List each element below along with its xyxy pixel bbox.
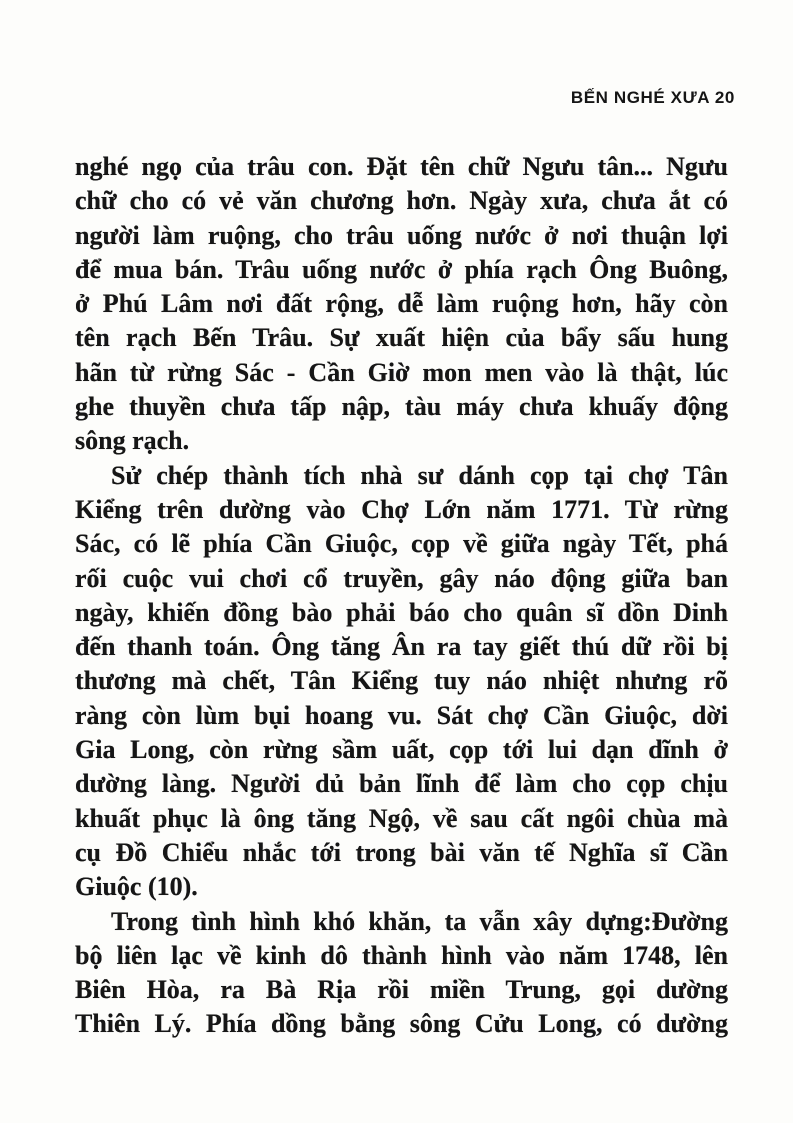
text-line: cụ Đồ Chiểu nhắc tới trong bài văn tế Nghĩa sĩ Cần (75, 837, 728, 867)
text-line: Kiểng trên dường vào Chợ Lớn năm 1771. Từ rừng (75, 494, 728, 524)
text-line: tên rạch Bến Trâu. Sự xuất hiện của bẩy sấu hung (75, 323, 728, 353)
paragraph (75, 905, 728, 1042)
text-line: người làm ruộng, cho trâu uống nước ở nơi thuận lợi (75, 220, 728, 250)
text-line: ở Phú Lâm nơi đất rộng, dễ làm ruộng hơn, hãy còn (75, 289, 728, 319)
text-line: rối cuộc vui chơi cổ truyền, gây náo động giữa ban (75, 563, 728, 593)
text-line: hãn từ rừng Sác - Cần Giờ mon men vào là thật, lúc (75, 357, 728, 387)
paragraph (75, 459, 728, 905)
text-line: Thiên Lý. Phía dồng bằng sông Cửu Long, có dường (75, 1009, 728, 1039)
text-line: Sác, có lẽ phía Cần Giuộc, cọp về giữa ngày Tết, phá (75, 529, 728, 559)
text-line: ghe thuyền chưa tấp nập, tàu máy chưa khuấy động (75, 392, 728, 422)
text-line: Trong tình hình khó khăn, ta vẫn xây dựng:Đường (111, 906, 728, 936)
text-column (75, 150, 728, 1042)
text-line: Giuộc (10). (75, 872, 198, 902)
text-line: thương mà chết, Tân Kiểng tuy náo nhiệt nhưng rõ (75, 666, 728, 696)
text-line: dường làng. Người dủ bản lĩnh để làm cho cọp chịu (75, 769, 728, 799)
text-line: đến thanh toán. Ông tăng Ân ra tay giết thú dữ rồi bị (75, 632, 728, 662)
paragraph (75, 150, 728, 459)
running-header: BẾN NGHÉ XƯA 20 (570, 88, 735, 107)
text-line: Gia Long, còn rừng sầm uất, cọp tới lui dạn dĩnh ở (75, 735, 728, 765)
text-line: sông rạch. (75, 426, 190, 456)
text-line: Sử chép thành tích nhà sư dánh cọp tại chợ Tân (111, 460, 728, 490)
text-line: chữ cho có vẻ văn chương hơn. Ngày xưa, chưa ắt có (75, 186, 728, 216)
text-line: nghé ngọ của trâu con. Đặt tên chữ Ngưu tân... Ngưu (75, 152, 728, 181)
text-line: để mua bán. Trâu uống nước ở phía rạch Ông Buông, (75, 254, 728, 284)
text-line: khuất phục là ông tăng Ngộ, về sau cất ngôi chùa mà (75, 803, 728, 833)
text-line: bộ liên lạc về kinh dô thành hình vào năm 1748, lên (75, 940, 728, 970)
text-line: ngày, khiến đồng bào phải báo cho quân sĩ dồn Dinh (75, 597, 728, 627)
text-line: Biên Hòa, ra Bà Rịa rồi miền Trung, gọi dường (75, 975, 728, 1005)
text-line: ràng còn lùm bụi hoang vu. Sát chợ Cần Giuộc, dời (75, 700, 728, 730)
